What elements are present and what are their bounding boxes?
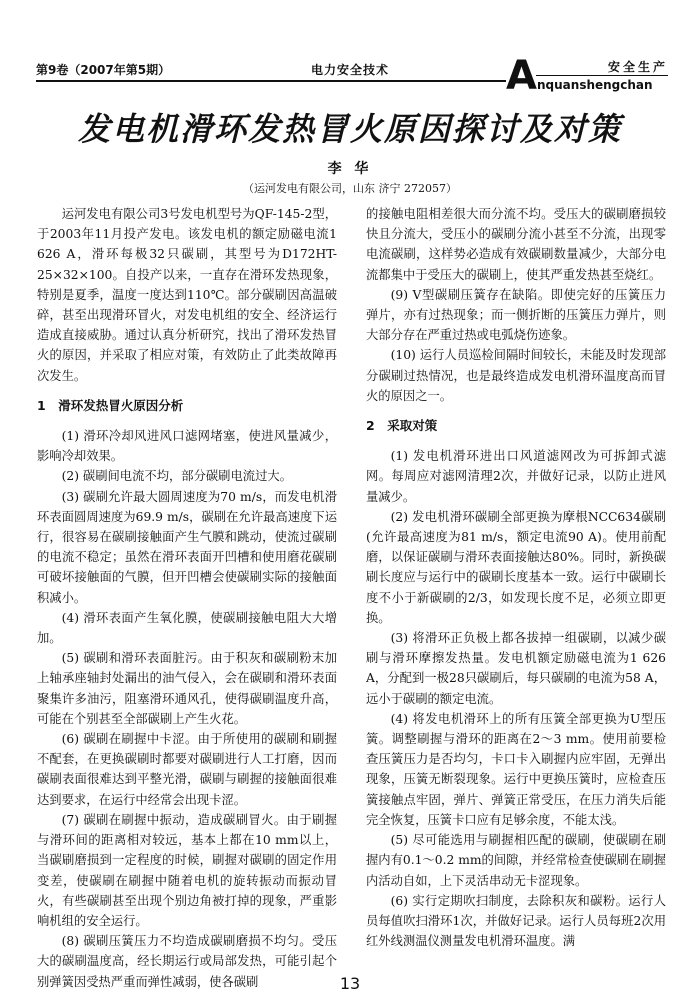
paragraph: (3) 碳刷允许最大圆周速度为70 m/s，而发电机滑环表面圆周速度为69.9 m/s，碳刷在允许最高速度下运行，很容易在碳刷接触面产生气膜和跳动，使流过碳刷的电流不稳定；虽然在滑环表面开凹槽和使用磨花碳刷可破坏接触面的气膜，但开凹槽会使碳刷实际的接触面积减小。 [37,489,337,605]
paragraph: (1) 发电机滑环进出口风道滤网改为可拆卸式滤网。每周应对滤网清理2次，并做好记录，以防止进风量减少。 [366,449,666,504]
column-name: 安全生产 [607,60,668,74]
journal-name: 电力安全技术 [310,63,389,77]
paragraph: (10) 运行人员巡检间隔时间较长，未能及时发现部分碳刷过热情况，也是最终造成发电机滑环温度高而冒火的原因之一。 [366,348,666,403]
article-title: 发电机滑环发热冒火原因探讨及对策 [77,110,622,148]
paragraph: 运河发电有限公司3号发电机型号为QF-145-2型，于2003年11月投产发电。该发电机的额定励磁电流1 626 A，滑环每极32只碳刷，其型号为D172HT-25×32×100。自投产以来，一直存在滑环发热现象，特别是夏季，温度一度达到110℃。部分碳刷因高温破碎，甚至出现滑环冒火，对发电机组的安全、经济运行造成直接威胁。通过认真分析研究，找出了滑环发热冒火的原因，并采取了相应对策，有效防止了此类故障再次发生。 [37,207,337,383]
paragraph: (8) 碳刷压簧压力不均造成碳刷磨损不均匀。受压大的碳刷温度高，经长期运行或局部发热，可能引起个别弹簧因受热严重而弹性减弱，使各碳刷 [37,934,337,989]
paragraph: (2) 碳刷间电流不均，部分碳刷电流过大。 [61,469,292,484]
paragraph: 的接触电阻相差很大而分流不均。受压大的碳刷磨损较快且分流大，受压小的碳刷分流小甚至不分流，出现零电流碳刷，这样势必造成有效碳刷数量减少，大部分电流都集中于受压大的碳刷上，使其严重发热甚至烧红。 [366,207,666,282]
header-rule [36,80,506,82]
paragraph: (4) 滑环表面产生氧化膜，使碳刷接触电阻大大增加。 [37,610,337,646]
author-affiliation: （运河发电有限公司，山东 济宁 272057） [243,182,457,195]
article-author: 李 华 [327,161,373,177]
paragraph: (1) 滑环冷却风进风口滤网堵塞，使进风量减少，影响冷却效果。 [37,429,337,464]
issue-info: 第9卷（2007年第5期） [36,63,171,77]
right-column [366,204,666,951]
paragraph: (4) 将发电机滑环上的所有压簧全部更换为U型压簧。调整刷握与滑环的距离在2～3 mm。使用前要检查压簧压力是否均匀，卡口卡入刷握内应牢固，无弹出现象，压簧无断裂现象。运行中更换压簧时，应检查压簧接触点牢固，弹片、弹簧正常受压，在压力消失后能完全恢复，压簧卡口应有足够余度，不能太浅。 [366,711,666,827]
paragraph: (7) 碳刷在刷握中振动，造成碳刷冒火。由于刷握与滑环间的距离相对较远，基本上都在10 mm以上，当碳刷磨损到一定程度的时候，刷握对碳刷的固定作用变差，使碳刷在刷握中随着电机的旋转振动而振动冒火，有些碳刷甚至出现个别边角被打掉的现象，严重影响机组的安全运行。 [37,812,337,928]
paragraph: (6) 实行定期吹扫制度，去除积灰和碳粉。运行人员每值吹扫滑环1次，并做好记录。运行人员每班2次用红外线测温仪测量发电机滑环温度。满 [366,893,666,949]
column-name-pinyin: nquanshengchan [537,78,653,92]
column-brand [506,53,668,99]
section-heading: 2 采取对策 [366,418,438,434]
brand-letter: A [506,53,537,99]
paragraph: (5) 尽可能选用与刷握相匹配的碳刷，使碳刷在刷握内有0.1～0.2 mm的间隙，并经常检查使碳刷在刷握内活动自如，上下灵活串动无卡涩现象。 [366,833,666,888]
paragraph: (3) 将滑环正负极上都各拔掉一组碳刷，以减少碳刷与滑环摩擦发热量。发电机额定励磁电流为1 626 A，分配到一极28只碳刷后，每只碳刷的电流为58 A，远小于碳刷的额定电流。 [366,631,666,706]
paragraph: (9) V型碳刷压簧存在缺陷。即使完好的压簧压力弹片，亦有过热现象；而一侧折断的压簧压力弹片，则大部分存在严重过热或电弧烧伤迹象。 [366,287,666,343]
paragraph: (2) 发电机滑环碳刷全部更换为摩根NCC634碳刷(允许最高速度为81 m/s，额定电流90 A)。使用前配磨，以保证碳刷与滑环表面接触达80%。同时，新换碳刷长度应与运行中的碳刷长度基本一致。运行中碳刷长度不小于新碳刷的2/3，如发现长度不足，必须立即更换。 [366,509,666,625]
page-number: 13 [339,974,361,993]
brand-rule [536,75,668,76]
section-heading: 1 滑环发热冒火原因分析 [37,397,184,413]
paragraph: (5) 碳刷和滑环表面脏污。由于积灰和碳刷粉末加上轴承座轴封处漏出的油气侵入，会在碳刷和滑环表面聚集许多油污，阻塞滑环通风孔，使得碳刷温度升高，可能在个别甚至全部碳刷上产生火花。 [37,651,337,726]
left-column [37,204,337,992]
paragraph: (6) 碳刷在刷握中卡涩。由于所使用的碳刷和刷握不配套，在更换碳刷时都要对碳刷进行人工打磨，因而碳刷表面很难达到平整光滑，碳刷与刷握的接触面很难达到要求，在运行中经常会出现卡涩。 [37,732,337,807]
